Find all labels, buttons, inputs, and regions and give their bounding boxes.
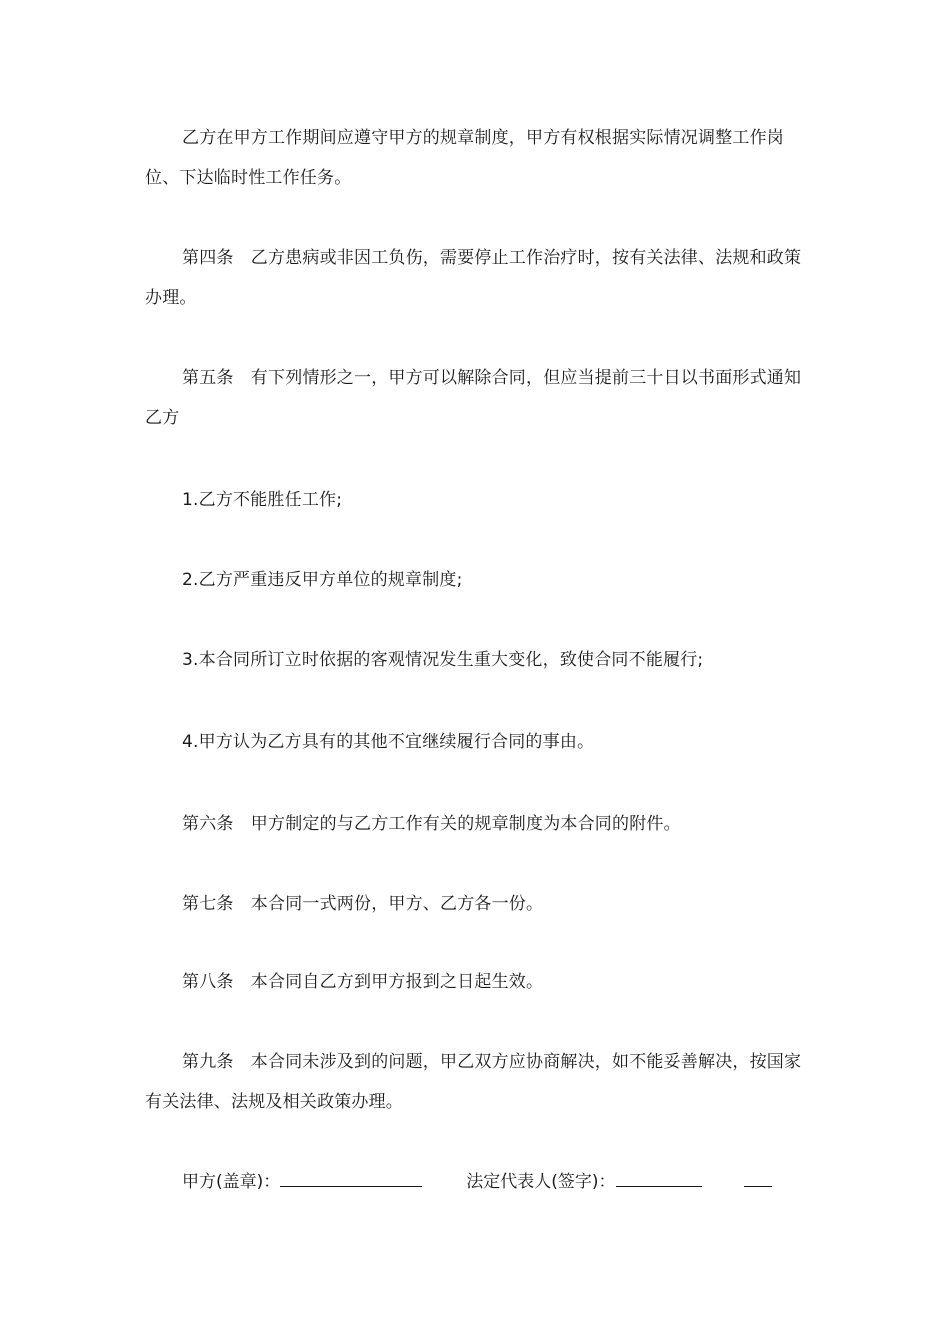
list-item-4: 4.甲方认为乙方具有的其他不宜继续履行合同的事由。 (182, 732, 595, 752)
list-item-3: 3.本合同所订立时依据的客观情况发生重大变化，致使合同不能履行; (182, 650, 704, 670)
signature-line (145, 1162, 805, 1202)
list-item-1: 1.乙方不能胜任工作; (182, 490, 343, 510)
list-item-2: 2.乙方严重违反甲方单位的规章制度; (182, 570, 463, 590)
extra-signature-field[interactable] (744, 1164, 772, 1187)
paragraph-article-5: 第五条 有下列情形之一，甲方可以解除合同，但应当提前三十日以书面形式通知乙方 (145, 368, 802, 428)
legal-representative-label: 法定代表人(签字)： (466, 1172, 616, 1192)
paragraph-article-7: 第七条 本合同一式两份，甲方、乙方各一份。 (182, 894, 544, 914)
paragraph-article-4: 第四条 乙方患病或非因工负伤，需要停止工作治疗时，按有关法律、法规和政策办理。 (145, 248, 802, 308)
paragraph-article-9: 第九条 本合同未涉及到的问题，甲乙双方应协商解决，如不能妥善解决，按国家有关法律、法规及相关政策办理。 (145, 1052, 802, 1112)
paragraph-article-6: 第六条 甲方制定的与乙方工作有关的规章制度为本合同的附件。 (182, 814, 681, 834)
party-a-seal-label: 甲方(盖章)： (182, 1172, 281, 1192)
party-a-seal-field[interactable] (280, 1164, 422, 1187)
paragraph-article-8: 第八条 本合同自乙方到甲方报到之日起生效。 (182, 972, 544, 992)
legal-representative-field[interactable] (616, 1164, 702, 1187)
paragraph-work-rules: 乙方在甲方工作期间应遵守甲方的规章制度，甲方有权根据实际情况调整工作岗位、下达临时性工作任务。 (145, 128, 784, 188)
